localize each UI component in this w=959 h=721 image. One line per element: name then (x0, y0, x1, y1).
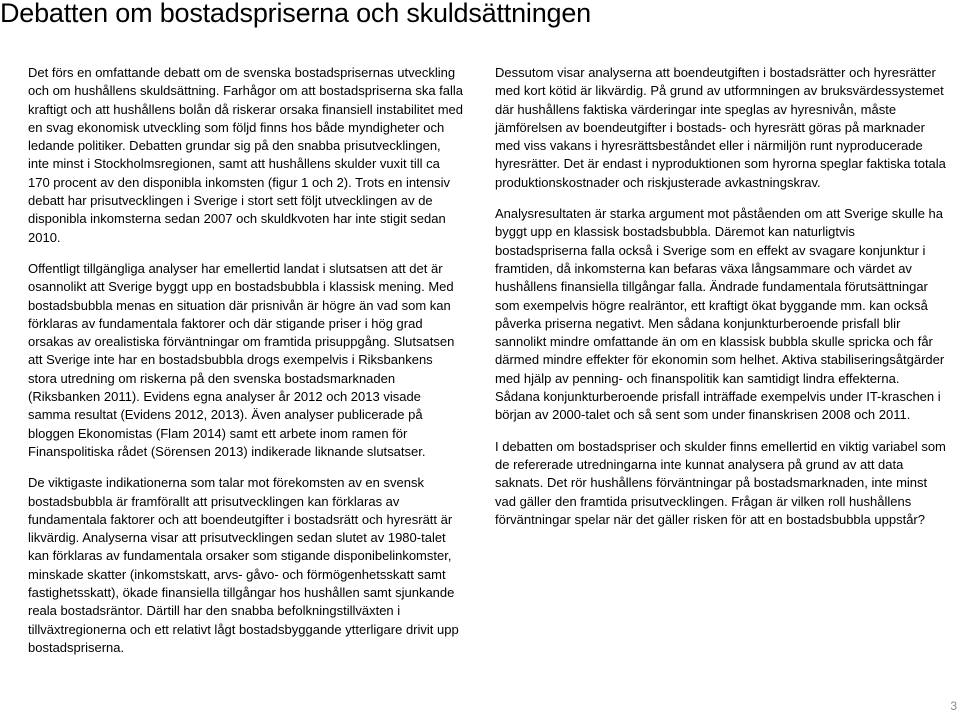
paragraph: Analysresultaten är starka argument mot påståenden om att Sverige skulle ha byggt upp en klassisk bostadsbubbla. Däremot kan naturligtvis bostadspriserna falla också i Sverige som en effekt av svagare konjunktur i framtiden, då inkomsterna kan befaras växa långsammare och värdet av hushållens finansiella tillgångar falla. Ändrade fundamentala förutsättningar som exempelvis högre realräntor, ett kraftigt ökat byggande mm. kan också påverka priserna negativt. Men sådana konjunkturberoende prisfall blir sannolikt mindre omfattande än om en klassisk bubbla skulle spricka och får därmed mindre effekter för ekonomin som helhet. Aktiva stabiliseringsåtgärder med hjälp av penning- och finanspolitik kan samtidigt lindra effekterna. Sådana konjunkturberoende prisfall inträffade exempelvis under IT-kraschen i början av 2000-talet och så sent som under finanskrisen 2008 och 2011. (495, 206, 945, 423)
paragraph: I debatten om bostadspriser och skulder finns emellertid en viktig variabel som de refererade utredningarna inte kunnat analysera på grund av att data saknats. Det rör hushållens förväntningar på bostadsmarknaden, inte minst vad gäller den framtida prisutvecklingen. Frågan är vilken roll hushållens förväntningar spelar när det gäller risken för att en bostadsbubbla uppstår? (495, 438, 946, 527)
paragraph: De viktigaste indikationerna som talar mot förekomsten av en svensk bostadsbubbla är framförallt att prisutvecklingen kan förklaras av fundamentala faktorer och att boendeutgifter i bostadsrätt och hyresrätt är likvärdig. Analyserna visar att prisutvecklingen sedan slutet av 1980-talet kan förklaras av fundamentala orsaker som stigande disponibelinkomster, minskade skatter (inkomstskatt, arvs- gåvo- och förmögenhetsskatt samt fastighetsskatt), ökade finansiella tillgångar hos hushållen samt sjunkande reala bostadsräntor. Därtill har den snabba befolkningstillväxten i tillväxtregionerna och ett relativt lågt bostadsbyggande ytterligare drivit upp bostadspriserna. (28, 475, 459, 655)
page-number: 3 (950, 699, 957, 713)
paragraph: Det förs en omfattande debatt om de svenska bostadsprisernas utveckling och om hushållens skuldsättning. Farhågor om att bostadspriserna ska falla kraftigt och att hushållens bolån då riskerar orsaka finansiell instabilitet med en svag ekonomisk utveckling som följd finns hos både myndigheter och ledande politiker. Debatten grundar sig på den snabba prisutvecklingen, inte minst i Stockholmsregionen, samt att hushållens skulder vuxit till ca 170 procent av den disponibla inkomsten (figur 1 och 2). Trots en intensiv debatt har prisutvecklingen i Sverige i stort sett följt utvecklingen av de disponibla inkomsterna sedan 2007 och skuldkvoten har inte stigit sedan 2010. (28, 65, 464, 245)
left-column (28, 64, 465, 670)
page-title: Debatten om bostadspriserna och skuldsättningen (0, 0, 591, 28)
paragraph: Dessutom visar analyserna att boendeutgiften i bostadsrätter och hyresrätter med kort kötid är likvärdig. På grund av utformningen av bruksvärdessystemet där hushållens faktiska värderingar inte speglas av hyresnivån, måste jämförelsen av boendeutgifter i bostads- och hyresrätt göras på marknader med viss vakans i hyresrättsbeståndet eller i närmiljön runt nyproducerade hyresrätter. Det är endast i nyproduktionen som hyrorna speglar faktiska totala produktionskostnader och riskjusterade avkastningskrav. (495, 65, 946, 190)
right-column (495, 64, 947, 542)
paragraph: Offentligt tillgängliga analyser har emellertid landat i slutsatsen att det är osannolikt att Sverige byggt upp en bostadsbubbla i klassisk mening. Med bostadsbubbla menas en situation där prisnivån är högre än vad som kan förklaras av fundamentala faktorer och där stigande priser i hög grad orsakas av orealistiska förväntningar om framtida prisuppgång. Slutsatsen att Sverige inte har en bostadsbubbla drogs exempelvis i Riksbankens stora utredning om riskerna på den svenska bostadsmarknaden (Riksbanken 2011). Evidens egna analyser år 2012 och 2013 visade samma resultat (Evidens 2012, 2013). Även analyser publicerade på bloggen Ekonomistas (Flam 2014) samt ett arbete inom ramen för Finanspolitiska rådet (Sörensen 2013) indikerade liknande slutsatser. (28, 260, 455, 459)
